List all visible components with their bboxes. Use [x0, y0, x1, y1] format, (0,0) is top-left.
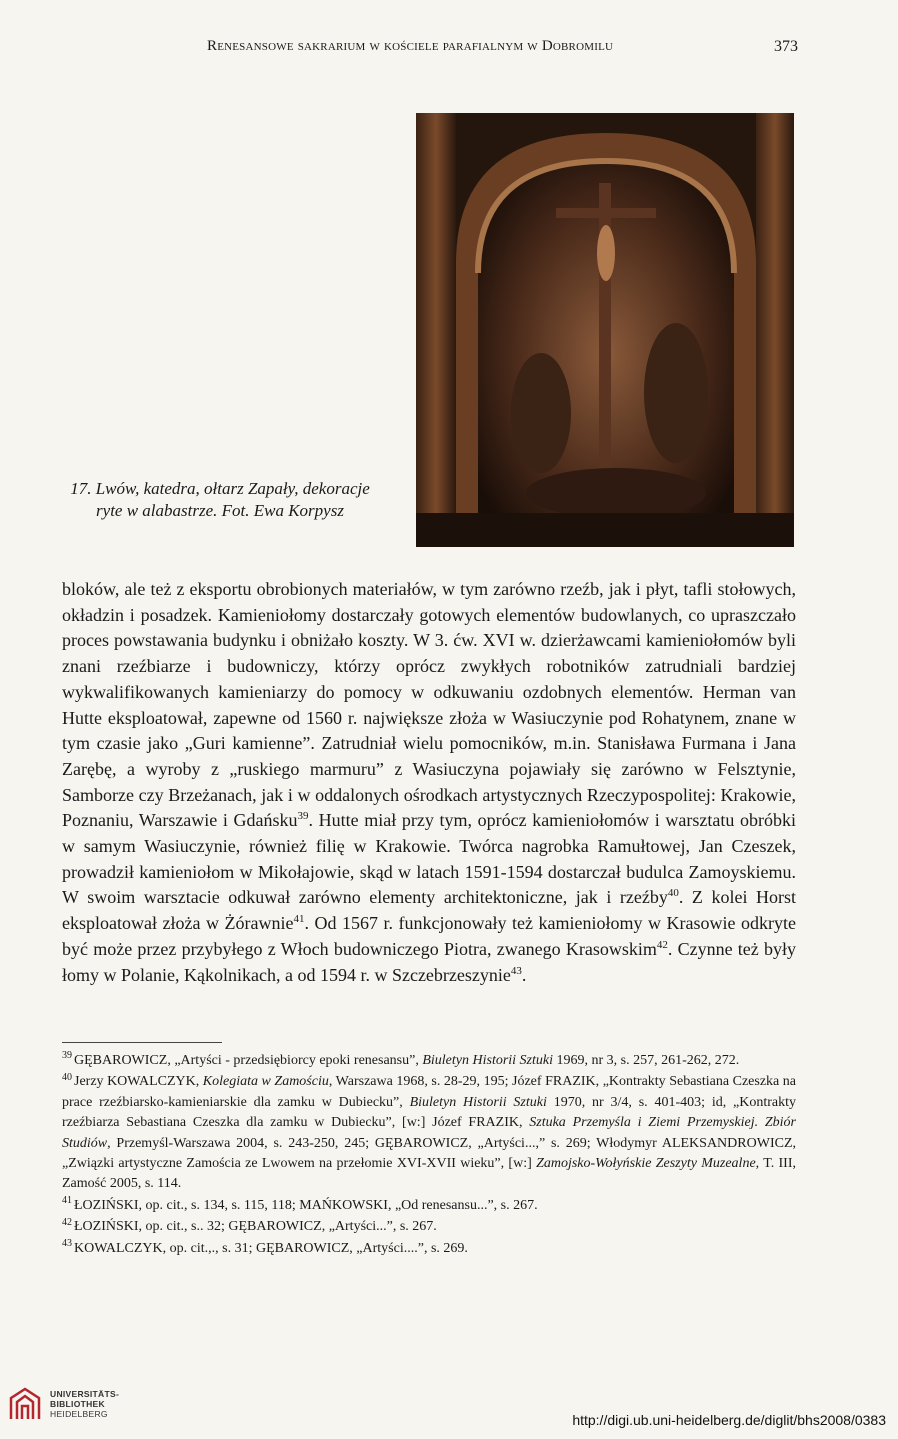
footnote-text: , Warszawa 1968, s. 28-29, 195; Józef FRAZIK, „Kontrakty Sebastiana Czeszka na prace rzeźbiarsko-kamieniarskie dla zamku w Dubiecku”, — [62, 1074, 797, 1110]
footnote-ref[interactable]: 43 — [510, 964, 522, 977]
footnote-text: , Przemyśl-Warszawa 2004, s. 243-250, 245; GĘBAROWICZ, „Artyści...,” s. 269; Włodymyr ALEKSANDROWICZ, „Związki artystyczne Zamościa ze Lwowem na przełomie XVI-XVII wieku”, [w:] — [62, 1135, 796, 1172]
footnote-text: ŁOZIŃSKI, op. cit., s. 134, s. 115, 118; MAŃKOWSKI, „Od renesansu...”, s. 267. — [74, 1197, 538, 1213]
footnote-text: , T. III, Zamość 2005, s. 114. — [62, 1156, 796, 1192]
body-text-segment: . Od 1567 r. funkcjonowały też kamieniołomy w Krasowie odkryte być może przez przybyłego z Włoch budowniczego Piotra, zwanego Krasowskim — [62, 913, 796, 959]
footnote-number: 43 — [62, 1238, 72, 1249]
footnotes — [62, 1051, 796, 1260]
library-logo-text — [50, 1389, 119, 1419]
body-text-segment: . Czynne też były łomy w Polanie, Kąkolnikach, a od 1594 r. w Szczebrzeszynie — [62, 938, 796, 985]
page-header — [60, 38, 798, 62]
footnote-text: 1969, nr 3, s. 257, 261-262, 272. — [553, 1053, 740, 1068]
footnote-text: GĘBAROWICZ, „Artyści - przedsiębiorcy epoki renesansu”, — [74, 1053, 423, 1068]
library-logo-icon — [8, 1386, 42, 1422]
footnote-text: ŁOZIŃSKI, op. cit., s.. 32; GĘBAROWICZ, „Artyści...”, s. 267. — [74, 1219, 437, 1235]
footnote-number: 42 — [62, 1216, 72, 1228]
footnote-ref[interactable]: 39 — [297, 810, 309, 823]
footnote-text: KOWALCZYK, op. cit.,., s. 31; GĘBAROWICZ, „Artyści....”, s. 269. — [74, 1240, 468, 1256]
footnote-title: Biuletyn Historii Sztuki — [422, 1053, 553, 1068]
footnote-41 — [62, 1196, 796, 1216]
footnote-ref[interactable]: 42 — [656, 938, 668, 951]
footnote-title: Zamojsko-Wołyńskie Zeszyty Muzealne — [536, 1156, 756, 1172]
footnote-39 — [62, 1051, 796, 1071]
footnote-number: 40 — [62, 1071, 72, 1083]
library-logo[interactable] — [8, 1384, 148, 1424]
logo-line: BIBLIOTHEK — [50, 1399, 105, 1409]
footnote-number: 39 — [62, 1050, 72, 1062]
running-head: Renesansowe sakrarium w kościele parafialnym w Dobromilu — [207, 38, 614, 54]
logo-line: HEIDELBERG — [50, 1409, 108, 1419]
footnote-divider — [62, 1042, 222, 1043]
altar-relief-photo — [416, 113, 794, 547]
logo-line: UNIVERSITÄTS- — [50, 1389, 120, 1399]
figure-photograph — [416, 113, 794, 547]
footnote-43 — [62, 1239, 796, 1259]
body-text-segment: . — [521, 964, 527, 985]
body-text-segment: . Hutte miał przy tym, oprócz kamieniołomów i warsztatu obróbki w samym Wasiuczynie, również filię w Krakowie. Twórca nagrobka Ramułtowej, Jan Czeszek, prowadził kamieniołom w Mikołajowie, skąd w latach 1591-1594 dostarczał budulca Zamoyskiemu. W swoim warsztacie odkuwał zarówno elementy architektoniczne, jak i rzeźby — [62, 810, 796, 908]
body-paragraph — [62, 577, 796, 988]
footnote-title: Sztuka Przemyśla i Ziemi Przemyskiej. Zbiór Studiów — [62, 1115, 796, 1151]
body-text-segment: . Z kolei Horst eksploatował złoża w Żórawnie — [62, 887, 796, 934]
footnote-number: 41 — [62, 1195, 72, 1207]
footnote-ref[interactable]: 41 — [293, 913, 305, 926]
footnote-text: 1970, nr 3/4, s. 401-403; id, „Kontrakty rzeźbiarza Sebastiana Czeszka dla zamku w Dubiecku”, [w:] Józef FRAZIK, — [62, 1094, 797, 1131]
footnote-title: Kolegiata w Zamościu — [202, 1074, 329, 1090]
body-text-segment: bloków, ale też z eksportu obrobionych materiałów, w tym zarówno rzeźb, jak i płyt, tafli stołowych, okładzin i posadzek. Kamieniołomy dostarczały gotowych elementów budowlanych, co upraszczało proces powstawania budynku i obniżało koszty. W 3. ćw. XVI w. dzierżawcami kamieniołomów byli znani rzeźbiarze i budowniczy, którzy oprócz zwykłych robotników zatrudniali bardziej wykwalifikowanych kamieniarzy do pomocy w odkuwaniu ozdobnych elementów. Herman van Hutte eksploatował, zapewne od 1560 r. największe złoża w Wasiuczynie pod Rohatynem, znane w tym czasie jako „Guri kamienne”. Zatrudniał wielu pomocników, m.in. Stanisława Furmana i Jana Zarębę, a wyroby z „ruskiego marmuru” z Wasiuczyna pojawiały się zarówno w Felsztynie, Samborze czy Brzeżanach, jak i w oddalonych ośrodkach artystycznych Rzeczypospolitej: Krakowie, Poznaniu, Warszawie i Gdańsku — [62, 579, 796, 831]
footnote-40 — [62, 1072, 796, 1194]
source-url-link[interactable]: http://digi.ub.uni-heidelberg.de/diglit/bhs2008/0383 — [572, 1412, 886, 1428]
page-number: 373 — [774, 38, 798, 55]
footnote-ref[interactable]: 40 — [667, 887, 679, 900]
footnote-title: Biuletyn Historii Sztuki — [409, 1094, 547, 1110]
figure-caption: 17. Lwów, katedra, ołtarz Zapały, dekoracje ryte w alabastrze. Fot. Ewa Korpysz — [70, 479, 370, 520]
footnote-42 — [62, 1217, 796, 1237]
footnote-text: Jerzy KOWALCZYK, — [74, 1074, 203, 1090]
